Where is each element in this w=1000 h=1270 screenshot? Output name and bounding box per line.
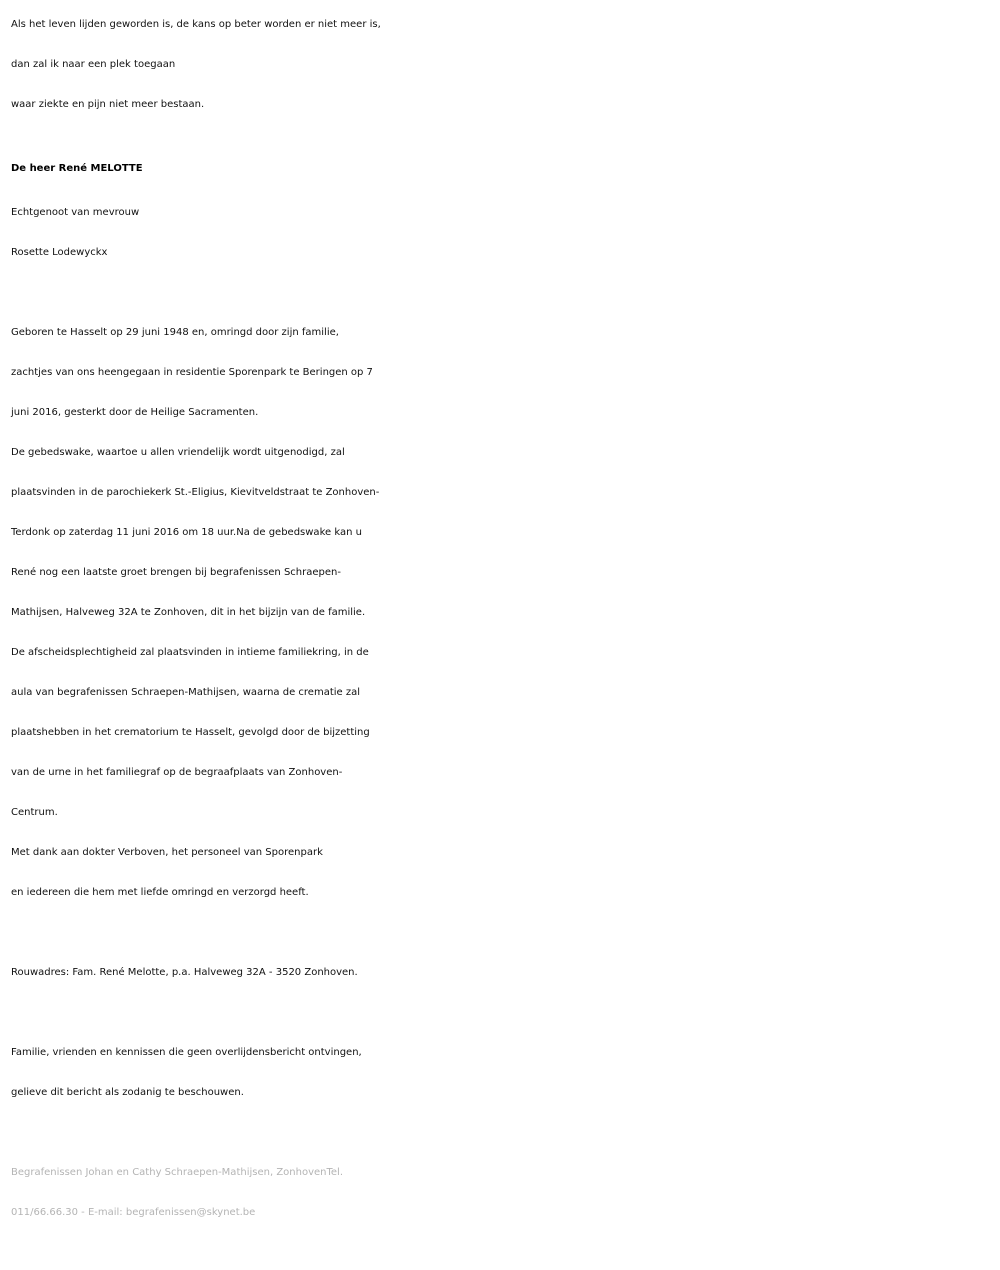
poem-line: waar ziekte en pijn niet meer bestaan.	[11, 99, 205, 110]
poem-line: Als het leven lijden geworden is, de kans op beter worden er niet meer is,	[11, 19, 381, 30]
body-line: van de urne in het familiegraf op de begraafplaats van Zonhoven-	[11, 767, 343, 778]
spouse-line: Rosette Lodewyckx	[11, 247, 108, 258]
notice	[11, 1033, 990, 1113]
body-line: plaatshebben in het crematorium te Hasselt, gevolgd door de bijzetting	[11, 727, 370, 738]
body-line: Mathijsen, Halveweg 32A te Zonhoven, dit in het bijzijn van de familie.	[11, 607, 366, 618]
notice-line: gelieve dit bericht als zodanig te beschouwen.	[11, 1087, 244, 1098]
body-line: zachtjes van ons heengegaan in residentie Sporenpark te Beringen op 7	[11, 367, 373, 378]
spacer	[11, 993, 990, 1033]
notice-line: Familie, vrienden en kennissen die geen overlijdensbericht ontvingen,	[11, 1047, 362, 1058]
poem	[11, 5, 990, 125]
poem-line: dan zal ik naar een plek toegaan	[11, 59, 176, 70]
footer-contact-line: 011/66.66.30 - E-mail: begrafenissen@skynet.be	[11, 1207, 256, 1218]
spacer	[11, 273, 990, 313]
deceased-name: De heer René MELOTTE	[11, 163, 143, 174]
body-line: plaatsvinden in de parochiekerk St.-Eligius, Kievitveldstraat te Zonhoven-	[11, 487, 380, 498]
body-line: De afscheidsplechtigheid zal plaatsvinden in intieme familiekring, in de	[11, 647, 369, 658]
spacer	[11, 1113, 990, 1153]
obituary-body	[11, 313, 990, 913]
mourning-address: Rouwadres: Fam. René Melotte, p.a. Halveweg 32A - 3520 Zonhoven.	[11, 967, 358, 978]
body-line: juni 2016, gesterkt door de Heilige Sacramenten.	[11, 407, 259, 418]
body-line: aula van begrafenissen Schraepen-Mathijsen, waarna de crematie zal	[11, 687, 361, 698]
body-line: René nog een laatste groet brengen bij begrafenissen Schraepen-	[11, 567, 341, 578]
spouse-line: Echtgenoot van mevrouw	[11, 207, 140, 218]
body-line: Terdonk op zaterdag 11 juni 2016 om 18 uur.Na de gebedswake kan u	[11, 527, 362, 538]
body-line: Geboren te Hasselt op 29 juni 1948 en, omringd door zijn familie,	[11, 327, 339, 338]
funeral-home-footer	[11, 1153, 990, 1233]
footer-line: Begrafenissen Johan en Cathy Schraepen-Mathijsen, ZonhovenTel.	[11, 1167, 344, 1178]
spouse-info	[11, 193, 990, 273]
body-line: Centrum.	[11, 807, 58, 818]
body-line: en iedereen die hem met liefde omringd en verzorgd heeft.	[11, 887, 309, 898]
spacer	[11, 913, 990, 953]
body-line: Met dank aan dokter Verboven, het personeel van Sporenpark	[11, 847, 323, 858]
body-line: De gebedswake, waartoe u allen vriendelijk wordt uitgenodigd, zal	[11, 447, 345, 458]
